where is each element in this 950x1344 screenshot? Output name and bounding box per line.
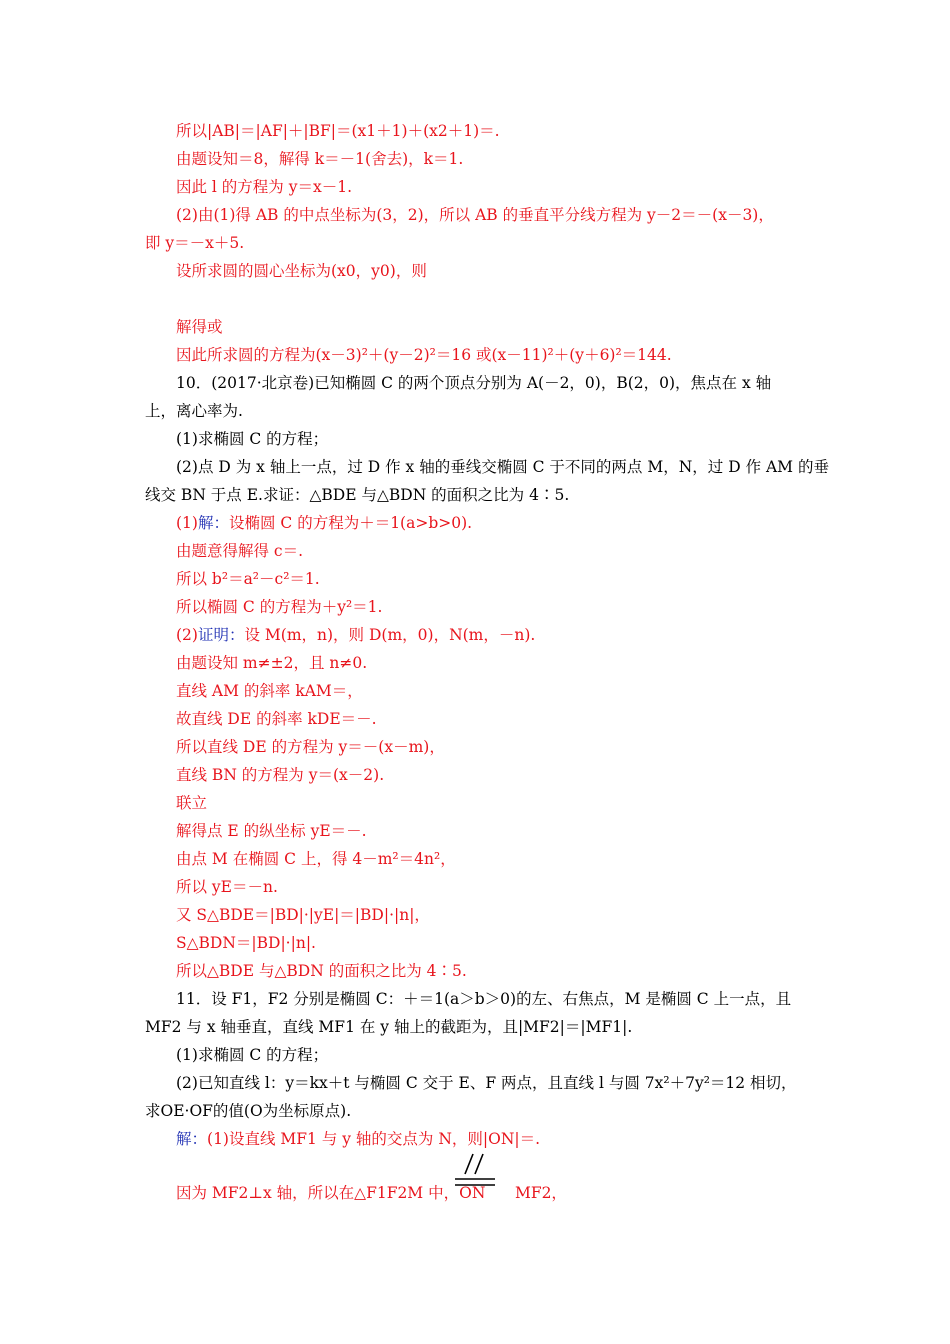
line-text: 10．(2017·北京卷)已知椭圆 C 的两个顶点分别为 A(－2，0)，B(2，0)，焦点在 x 轴 <box>176 374 772 392</box>
line-text: (1)求椭圆 C 的方程； <box>176 1046 329 1064</box>
answer-label: 解： <box>197 514 229 532</box>
line-text: 所以△BDE 与△BDN 的面积之比为 4∶5. <box>176 962 467 980</box>
line-text: 设 M(m，n)，则 D(m，0)，N(m，－n). <box>244 626 536 644</box>
text-line <box>0 258 950 285</box>
line-text: 解得点 E 的纵坐标 yE＝－. <box>176 822 367 840</box>
text-line <box>0 426 950 453</box>
text-line <box>0 174 950 201</box>
parallel-equal-symbol <box>453 1152 497 1192</box>
text-line <box>0 566 950 593</box>
text-line <box>0 1070 950 1097</box>
line-prefix: (2) <box>176 626 198 644</box>
answer-label: 证明： <box>197 626 245 644</box>
line-text: 由题设知＝8，解得 k＝－1(舍去)，k＝1. <box>176 150 464 168</box>
text-line <box>0 1098 950 1125</box>
line-text: 上，离心率为. <box>145 402 243 420</box>
line-text: 故直线 DE 的斜率 kDE＝－. <box>176 710 377 728</box>
text-line <box>0 482 950 509</box>
text-line <box>0 874 950 901</box>
text-line <box>0 818 950 845</box>
text-line <box>0 958 950 985</box>
text-line <box>0 650 950 677</box>
line-text: 即 y＝－x＋5. <box>145 234 245 252</box>
line-text: 解得或 <box>176 318 223 336</box>
text-line <box>0 1126 950 1153</box>
line-text: 因此所求圆的方程为(x－3)²＋(y－2)²＝16 或(x－11)²＋(y＋6)²＝144. <box>176 346 672 364</box>
line-text: 设所求圆的圆心坐标为(x0，y0)，则 <box>176 262 427 280</box>
text-line <box>0 1014 950 1041</box>
text-line <box>0 1042 950 1069</box>
line-text: 所以|AB|＝|AF|＋|BF|＝(x1＋1)＋(x2＋1)＝. <box>176 122 500 140</box>
line-text: 所以椭圆 C 的方程为＋y²＝1. <box>176 598 383 616</box>
text-line <box>0 370 950 397</box>
text-line <box>0 594 950 621</box>
text-line <box>0 398 950 425</box>
line-text: 因为 MF2⊥x 轴，所以在△F1F2M 中，ON MF2， <box>176 1184 567 1202</box>
text-line <box>0 118 950 145</box>
line-text: 由题意得解得 c＝. <box>176 542 304 560</box>
line-text: (1)求椭圆 C 的方程； <box>176 430 329 448</box>
line-text: 由题设知 m≠±2，且 n≠0. <box>176 654 368 672</box>
line-text: 因此 l 的方程为 y＝x－1. <box>176 178 353 196</box>
line-text: MF2 与 x 轴垂直，直线 MF1 在 y 轴上的截距为，且|MF2|＝|MF1|. <box>145 1018 633 1036</box>
line-text: S△BDN＝|BD|·|n|. <box>176 934 316 952</box>
line-text: 联立 <box>176 794 208 812</box>
line-text: (2)由(1)得 AB 的中点坐标为(3，2)，所以 AB 的垂直平分线方程为 y－2＝－(x－3)， <box>176 206 774 224</box>
line-text: 由点 M 在椭圆 C 上，得 4－m²＝4n²， <box>176 850 456 868</box>
text-line <box>0 734 950 761</box>
line-text: 所以直线 DE 的方程为 y＝－(x－m)， <box>176 738 445 756</box>
line-text: 直线 AM 的斜率 kAM＝， <box>176 682 363 700</box>
text-line <box>0 678 950 705</box>
text-line <box>0 538 950 565</box>
text-line <box>0 706 950 733</box>
text-line <box>0 202 950 229</box>
line-text: 设椭圆 C 的方程为＋＝1(a>b>0). <box>228 514 473 532</box>
text-line <box>0 762 950 789</box>
text-line <box>0 790 950 817</box>
line-prefix: (1) <box>176 514 198 532</box>
text-line <box>0 146 950 173</box>
line-text: 所以 yE＝－n. <box>176 878 278 896</box>
text-line <box>0 846 950 873</box>
line-text: 求OE·OF的值(O为坐标原点). <box>145 1102 352 1120</box>
line-text: 所以 b²＝a²－c²＝1. <box>176 570 320 588</box>
text-line <box>0 622 950 649</box>
line-text: (1)设直线 MF1 与 y 轴的交点为 N，则|ON|＝. <box>207 1130 541 1148</box>
line-text: 11．设 F1，F2 分别是椭圆 C：＋＝1(a＞b＞0)的左、右焦点，M 是椭圆 C 上一点，且 <box>176 990 792 1008</box>
answer-label: 解： <box>176 1130 208 1148</box>
text-line <box>0 930 950 957</box>
text-line <box>0 902 950 929</box>
text-line <box>0 314 950 341</box>
line-text: 又 S△BDE＝|BD|·|yE|＝|BD|·|n|， <box>176 906 430 924</box>
line-text: (2)已知直线 l：y＝kx＋t 与椭圆 C 交于 E、F 两点，且直线 l 与圆 7x²＋7y²＝12 相切， <box>176 1074 797 1092</box>
text-line <box>0 510 950 537</box>
line-text: 线交 BN 于点 E.求证：△BDE 与△BDN 的面积之比为 4∶5. <box>145 486 570 504</box>
line-text: (2)点 D 为 x 轴上一点，过 D 作 x 轴的垂线交椭圆 C 于不同的两点 M，N，过 D 作 AM 的垂 <box>176 458 829 476</box>
text-line <box>0 230 950 257</box>
text-line <box>0 986 950 1013</box>
text-line <box>0 454 950 481</box>
line-text: 直线 BN 的方程为 y＝(x－2). <box>176 766 385 784</box>
text-line <box>0 342 950 369</box>
